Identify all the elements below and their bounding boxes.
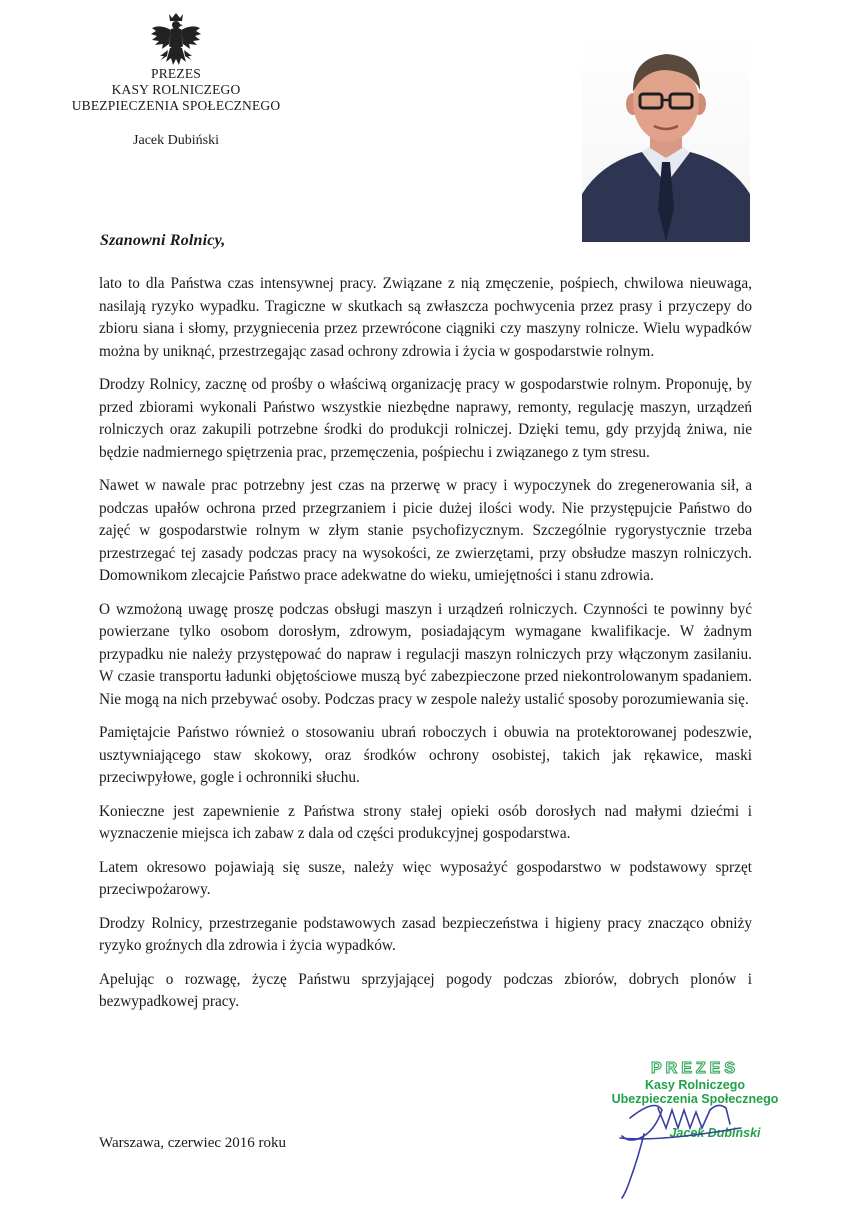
letter-body (99, 273, 752, 1025)
body-paragraph: Apelując o rozwagę, życzę Państwu sprzyjającej pogody podczas zbiorów, dobrych plonów i bezwypadkowej pracy. (99, 970, 752, 1010)
handwritten-signature (600, 1088, 770, 1200)
portrait-photo (582, 34, 750, 242)
polish-eagle-emblem-icon (150, 12, 202, 70)
body-paragraph: Drodzy Rolnicy, zacznę od prośby o właściwą organizację pracy w gospodarstwie rolnym. Proponuję, by przed zbiorami wykonali Państwo wszystkie niezbędne naprawy, remonty, regulację maszyn, urządzeń rolniczych oraz zakupili potrzebne środki do produkcji rolniczej. Dzięki temu, gdy przyjdą żniwa, nie będzie nadmiernego spiętrzenia prac, przemęczenia, pośpiechu i związanego z tym stresu. (99, 376, 752, 461)
letterhead-title (60, 66, 292, 114)
stamp-line: Kasy Rolniczego (644, 1078, 746, 1092)
salutation: Szanowni Rolnicy, (100, 232, 226, 249)
body-paragraph: Nawet w nawale prac potrzebny jest czas na przerwę w pracy i wypoczynek do zregenerowania sił, a podczas upałów ochrona przed przegrzaniem i picie dużej ilości wody. Nie przystępujcie Państwo do zajęć w gospodarstwie rolnym w złym stanie psychofizycznym. Szczególnie rygorystycznie trzeba przestrzegać tej zasady podczas pracy na wysokości, ze zwierzętami, przy obsłudze maszyn rolniczych. Domownikom zlecajcie Państwo prace adekwatne do wieku, umiejętności i stanu zdrowia. (99, 477, 752, 584)
letterhead-line: PREZES (151, 66, 201, 81)
letterhead-line: UBEZPIECZENIA SPOŁECZNEGO (71, 98, 281, 113)
letterhead-name: Jacek Dubiński (133, 133, 219, 148)
body-paragraph: Drodzy Rolnicy, przestrzeganie podstawowych zasad bezpieczeństwa i higieny pracy znacząco obniży ryzyko groźnych dla zdrowia i życia wypadków. (99, 914, 752, 954)
body-paragraph: O wzmożoną uwagę proszę podczas obsługi maszyn i urządzeń rolniczych. Czynności te powinny być powierzane tylko osobom dorosłym, zdrowym, posiadającym wymagane kwalifikacje. W żadnym przypadku nie należy przystępować do napraw i regulacji maszyn rolniczych przy włączonym zasilaniu. W czasie transportu ładunki objętościowe muszą być zabezpieczone przed niekontrolowanym spadaniem. Nie mogą na nich przebywać osoby. Podczas pracy w zespole należy ustalić sposoby porozumiewania się. (99, 600, 752, 708)
letterhead-line: KASY ROLNICZEGO (111, 82, 241, 97)
stamp-name: Jacek Dubiński (669, 1126, 761, 1140)
place-date: Warszawa, czerwiec 2016 roku (99, 1135, 287, 1151)
body-paragraph: lato to dla Państwa czas intensywnej pracy. Związane z nią zmęczenie, pośpiech, chwilowa nieuwaga, nasilają ryzyko wypadku. Tragiczne w skutkach są zwłaszcza pochwycenia przez prasy i przyczepy do zbioru siana i słomy, przygniecenia przez przewrócone ciągniki czy maszyny rolnicze. Wielu wypadków można by uniknąć, przestrzegając zasad ochrony zdrowia i życia w gospodarstwie rolnym. (99, 275, 752, 360)
body-paragraph: Latem okresowo pojawiają się susze, należy więc wyposażyć gospodarstwo w podstawowy sprzęt przeciwpożarowy. (99, 858, 752, 898)
body-paragraph: Pamiętajcie Państwo również o stosowaniu ubrań roboczych i obuwia na protektorowanej podeszwie, usztywniającego staw skokowy, oraz środków ochrony osobistej, takich jak rękawice, maski przeciwpyłowe, gogle i ochronniki słuchu. (99, 724, 752, 786)
stamp-line: Ubezpieczenia Społecznego (611, 1092, 779, 1106)
body-paragraph: Konieczne jest zapewnienie z Państwa strony stałej opieki osób dorosłych nad małymi dziećmi i wyznaczenie miejsca ich zabaw z dala od części produkcyjnej gospodarstwa. (99, 802, 752, 842)
stamp-title: PREZES (650, 1060, 739, 1077)
